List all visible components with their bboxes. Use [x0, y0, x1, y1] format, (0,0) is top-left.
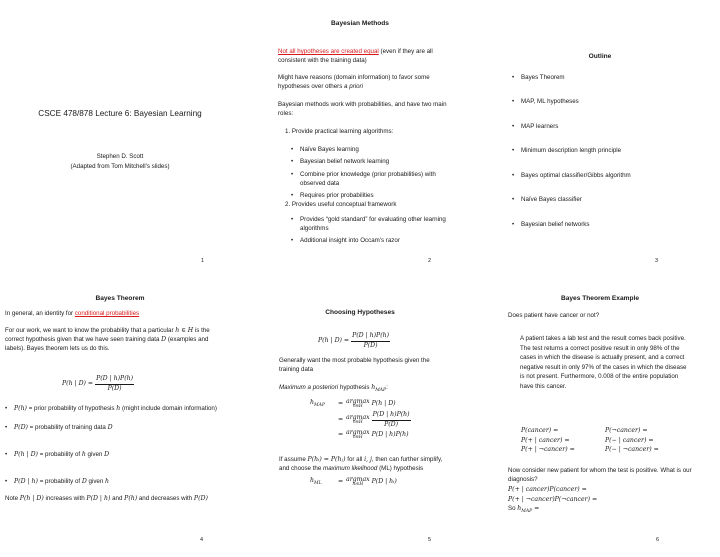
role-2: 2. Provides useful conceptual framework — [285, 201, 397, 208]
list-item: • Minimum description length principle — [512, 147, 712, 156]
slide-title: Choosing Hypotheses — [325, 309, 395, 316]
slide-4 — [0, 279, 240, 557]
list-item: • MAP learners — [512, 123, 712, 132]
slide-title: Outline — [588, 53, 612, 60]
list-item: • MAP, ML hypotheses — [512, 98, 712, 107]
slide-2 — [240, 0, 480, 278]
paragraph: If assume P(hᵢ) = P(hⱼ) for all i, j, then can further simplify, and choose the maximum likelihood (ML) hypothesis — [279, 456, 443, 472]
page-number: 6 — [656, 537, 660, 544]
page-number: 2 — [428, 258, 432, 265]
slide-title: Bayes Theorem — [95, 295, 145, 302]
intro-paragraph: Not all hypotheses are created equal (even if they are all consistent with the training data) — [278, 48, 433, 64]
list-item: • P(h) = prior probability of hypothesis h (might include domain information) — [5, 405, 217, 414]
slide-5 — [240, 279, 480, 557]
paragraph: Maximum a posteriori hypothesis $h_{MAP}$: — [279, 384, 388, 394]
paragraph: Bayesian methods work with probabilities, and have two main roles: — [278, 101, 447, 117]
map-derivation: $h_{MAP}$ = argmax h∈H P(h | D) = argmax h∈H $\frac{P(D | h)P(h)}{P(D)}$ = argmax h∈H P(D | h)P(h) — [310, 398, 410, 441]
list-item: • Naïve Bayes classifier — [512, 196, 712, 205]
credit: (Adapted from Tom Mitchell's slides) — [70, 163, 170, 170]
list-item: • Bayes optimal classifier/Gibbs algorithm — [512, 172, 712, 181]
ml-equation: $h_{ML}$ = argmax hᵢ∈H P(D | hᵢ) — [310, 476, 397, 488]
list-item: • Bayesian belief networks — [512, 221, 712, 230]
question: Does patient have cancer or not? — [508, 312, 600, 319]
list-item: • Requires prior probabilities — [291, 192, 453, 201]
role-1: 1. Provide practical learning algorithms: — [285, 128, 394, 135]
paragraph: Generally want the most probable hypothesis given the training data — [279, 357, 430, 373]
list-item: • Provides “gold standard” for evaluating other learning algorithms — [291, 216, 453, 234]
paragraph: For our work, we want to know the probability that a particular h ∈ H is the correct hypothesis given that we have seen training data D (examples and labels). Bayes theorem lets us do this. — [5, 327, 210, 352]
outline-list — [512, 74, 712, 230]
list-item: • P(D) = probability of training data D — [5, 424, 217, 433]
role-2-list — [291, 216, 453, 246]
list-item: • P(h | D) = probability of h given D — [5, 451, 217, 460]
paragraph: Might have reasons (domain information) to favor some hypotheses over others a priori — [278, 74, 430, 90]
list-item: • P(D | h) = probability of D given h — [5, 478, 217, 487]
intro: In general, an identity for conditional probabilities — [5, 310, 140, 317]
page-number: 4 — [200, 537, 204, 544]
page-number: 3 — [655, 258, 659, 265]
list-item: • Bayesian belief network learning — [291, 158, 453, 167]
problem-paragraph: A patient takes a lab test and the result comes back positive. The test returns a correct positive result in only 98% of the cases in which the disease is actually present, and a correct negative result in only 97% of the cases in which the disease is not present. Furthermore, 0.008 of the entire population have this cancer. — [520, 335, 687, 391]
list-item: • Bayes Theorem — [512, 74, 712, 83]
highlight-text: Not all hypotheses are created equal — [278, 48, 379, 55]
role-1-list — [291, 146, 453, 201]
diagnosis-equations: P(+ | cancer)P(cancer) = P(+ | ¬cancer)P(¬cancer) = So $h_{MAP}$ = — [508, 486, 598, 515]
note: Note P(h | D) increases with P(D | h) and P(h) and decreases with P(D) — [5, 495, 208, 502]
slide-title: Bayesian Methods — [331, 20, 389, 27]
list-item: • Additional insight into Occam's razor — [291, 237, 453, 246]
list-item: • Combine prior knowledge (prior probabilities) with observed data — [291, 171, 453, 189]
list-item: • Naïve Bayes learning — [291, 146, 453, 155]
page-number: 1 — [201, 258, 205, 265]
slide-1 — [0, 0, 240, 278]
highlight-text: conditional probabilities — [74, 310, 140, 317]
probability-grid: P(cancer) = P(¬cancer) = P(+ | cancer) = P(− | cancer) = P(+ | ¬cancer) = P(− | ¬cancer) = — [521, 427, 659, 454]
author: Stephen D. Scott — [96, 153, 144, 160]
slide-6 — [480, 279, 720, 557]
definitions-list — [5, 405, 217, 487]
question-2: Now consider new patient for whom the test is positive. What is our diagnosis? — [508, 467, 692, 483]
slide-title: Bayes Theorem Example — [560, 295, 640, 302]
slide-3 — [480, 0, 720, 278]
bayes-equation: P(h | D) = $\frac{P(D | h)P(h)}{P(D)}$ — [62, 375, 134, 392]
page-number: 5 — [428, 537, 432, 544]
bayes-equation: P(h | D) = $\frac{P(D | h)P(h)}{P(D)}$ — [318, 332, 390, 349]
lecture-title: CSCE 478/878 Lecture 6: Bayesian Learning — [38, 109, 202, 118]
